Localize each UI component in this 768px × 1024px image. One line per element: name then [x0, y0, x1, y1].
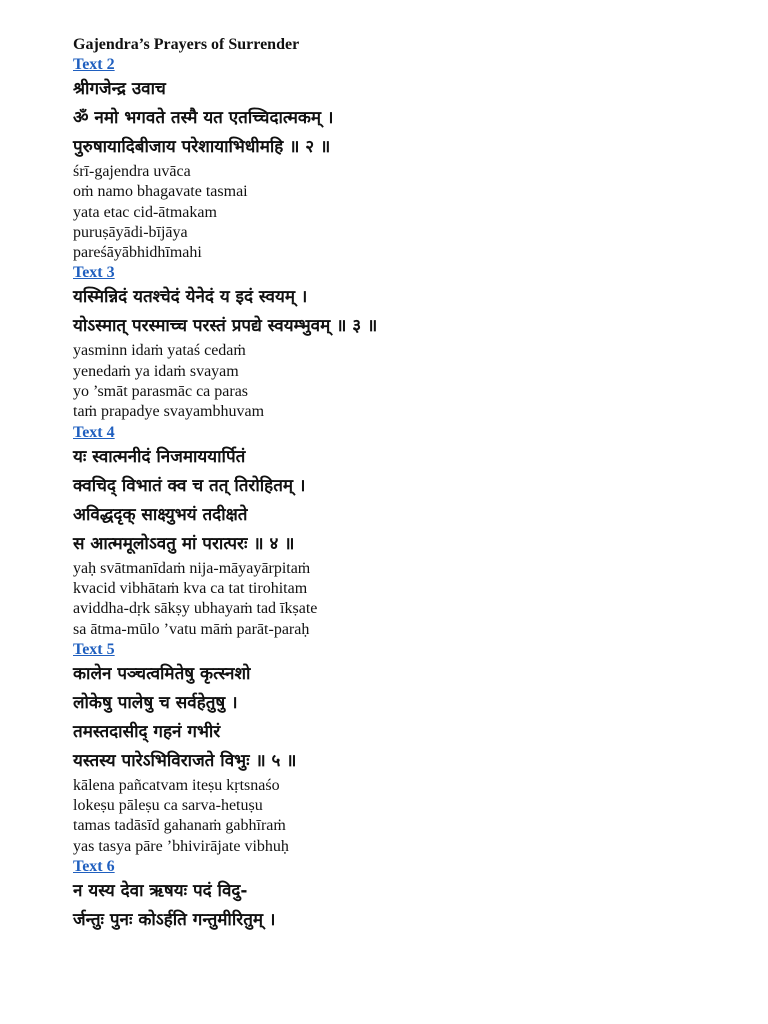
verse-section [73, 857, 733, 935]
transliteration-line: lokeṣu pāleṣu ca sarva-hetuṣu [73, 797, 263, 815]
transliteration-verse [73, 776, 733, 857]
verse-section [73, 55, 733, 263]
transliteration-line: oṁ namo bhagavate tasmai [73, 183, 248, 201]
devanagari-line: क्वचिद् विभातं क्व च तत् तिरोहितम् । [73, 475, 306, 496]
transliteration-line: yas tasya pāre ’bhivirājate vibhuḥ [73, 837, 289, 855]
verse-heading-link[interactable]: Text 4 [73, 423, 115, 441]
devanagari-line: योऽस्मात् परस्माच्च परस्तं प्रपद्ये स्वयम्भुवम् ॥ ३ ॥ [73, 316, 378, 337]
transliteration-line: yenedaṁ ya idaṁ svayam [73, 362, 239, 380]
devanagari-verse [73, 660, 733, 776]
devanagari-line: कालेन पञ्चत्वमितेषु कृत्स्नशो [73, 663, 251, 684]
transliteration-line: puruṣāyādi-bījāya [73, 223, 188, 241]
transliteration-line: aviddha-dṛk sākṣy ubhayaṁ tad īkṣate [73, 600, 318, 618]
transliteration-line: kālena pañcatvam iteṣu kṛtsnaśo [73, 776, 280, 794]
document-title: Gajendra’s Prayers of Surrender [73, 36, 300, 53]
verse-heading-link[interactable]: Text 5 [73, 640, 115, 658]
sections-container [73, 55, 733, 935]
transliteration-verse [73, 341, 733, 422]
verse-section [73, 423, 733, 640]
verse-heading-link[interactable]: Text 2 [73, 56, 115, 73]
document-page [73, 35, 733, 935]
devanagari-verse [73, 443, 733, 559]
devanagari-line: श्रीगजेन्द्र उवाच [73, 79, 166, 99]
devanagari-line: ॐ नमो भगवते तस्मै यत एतच्चिदात्मकम् । [73, 108, 334, 128]
transliteration-line: sa ātma-mūlo ’vatu māṁ parāt-paraḥ [73, 620, 310, 638]
devanagari-verse [73, 283, 733, 341]
devanagari-line: अविद्धदृक् साक्ष्युभयं तदीक्षते [73, 504, 248, 525]
devanagari-line: पुरुषायादिबीजाय परेशायाभिधीमहि ॥ २ ॥ [73, 137, 331, 157]
transliteration-line: yaḥ svātmanīdaṁ nija-māyayārpitaṁ [73, 559, 311, 577]
devanagari-line: यस्मिन्निदं यतश्चेदं येनेदं य इदं स्वयम् । [73, 287, 308, 308]
transliteration-verse [73, 559, 733, 640]
verse-heading-link[interactable]: Text 3 [73, 264, 115, 282]
devanagari-line: न यस्य देवा ऋषयः पदं विदु- [73, 881, 248, 902]
verse-section [73, 263, 733, 422]
transliteration-line: pareśāyābhidhīmahi [73, 244, 202, 262]
verse-heading-link[interactable]: Text 6 [73, 858, 115, 876]
devanagari-verse [73, 877, 733, 935]
transliteration-line: taṁ prapadye svayambhuvam [73, 403, 265, 421]
transliteration-line: kvacid vibhātaṁ kva ca tat tirohitam [73, 579, 308, 597]
devanagari-line: लोकेषु पालेषु च सर्वहेतुषु । [73, 692, 238, 713]
transliteration-line: śrī-gajendra uvāca [73, 163, 191, 180]
transliteration-line: yata etac cid-ātmakam [73, 203, 217, 221]
transliteration-verse [73, 162, 733, 263]
devanagari-verse [73, 75, 733, 162]
devanagari-line: तमस्तदासीद् गहनं गभीरं [73, 721, 221, 742]
verse-section [73, 640, 733, 857]
transliteration-line: tamas tadāsīd gahanaṁ gabhīraṁ [73, 817, 286, 835]
transliteration-line: yasminn idaṁ yataś cedaṁ [73, 342, 246, 360]
devanagari-line: र्जन्तुः पुनः कोऽर्हति गन्तुमीरितुम् । [73, 910, 276, 931]
devanagari-line: यस्तस्य पारेऽभिविराजते विभुः ॥ ५ ॥ [73, 750, 297, 771]
transliteration-line: yo ’smāt parasmāc ca paras [73, 383, 249, 401]
devanagari-line: यः स्वात्मनीदं निजमाययार्पितं [73, 446, 246, 467]
devanagari-line: स आत्ममूलोऽवतु मां परात्परः ॥ ४ ॥ [73, 533, 295, 554]
